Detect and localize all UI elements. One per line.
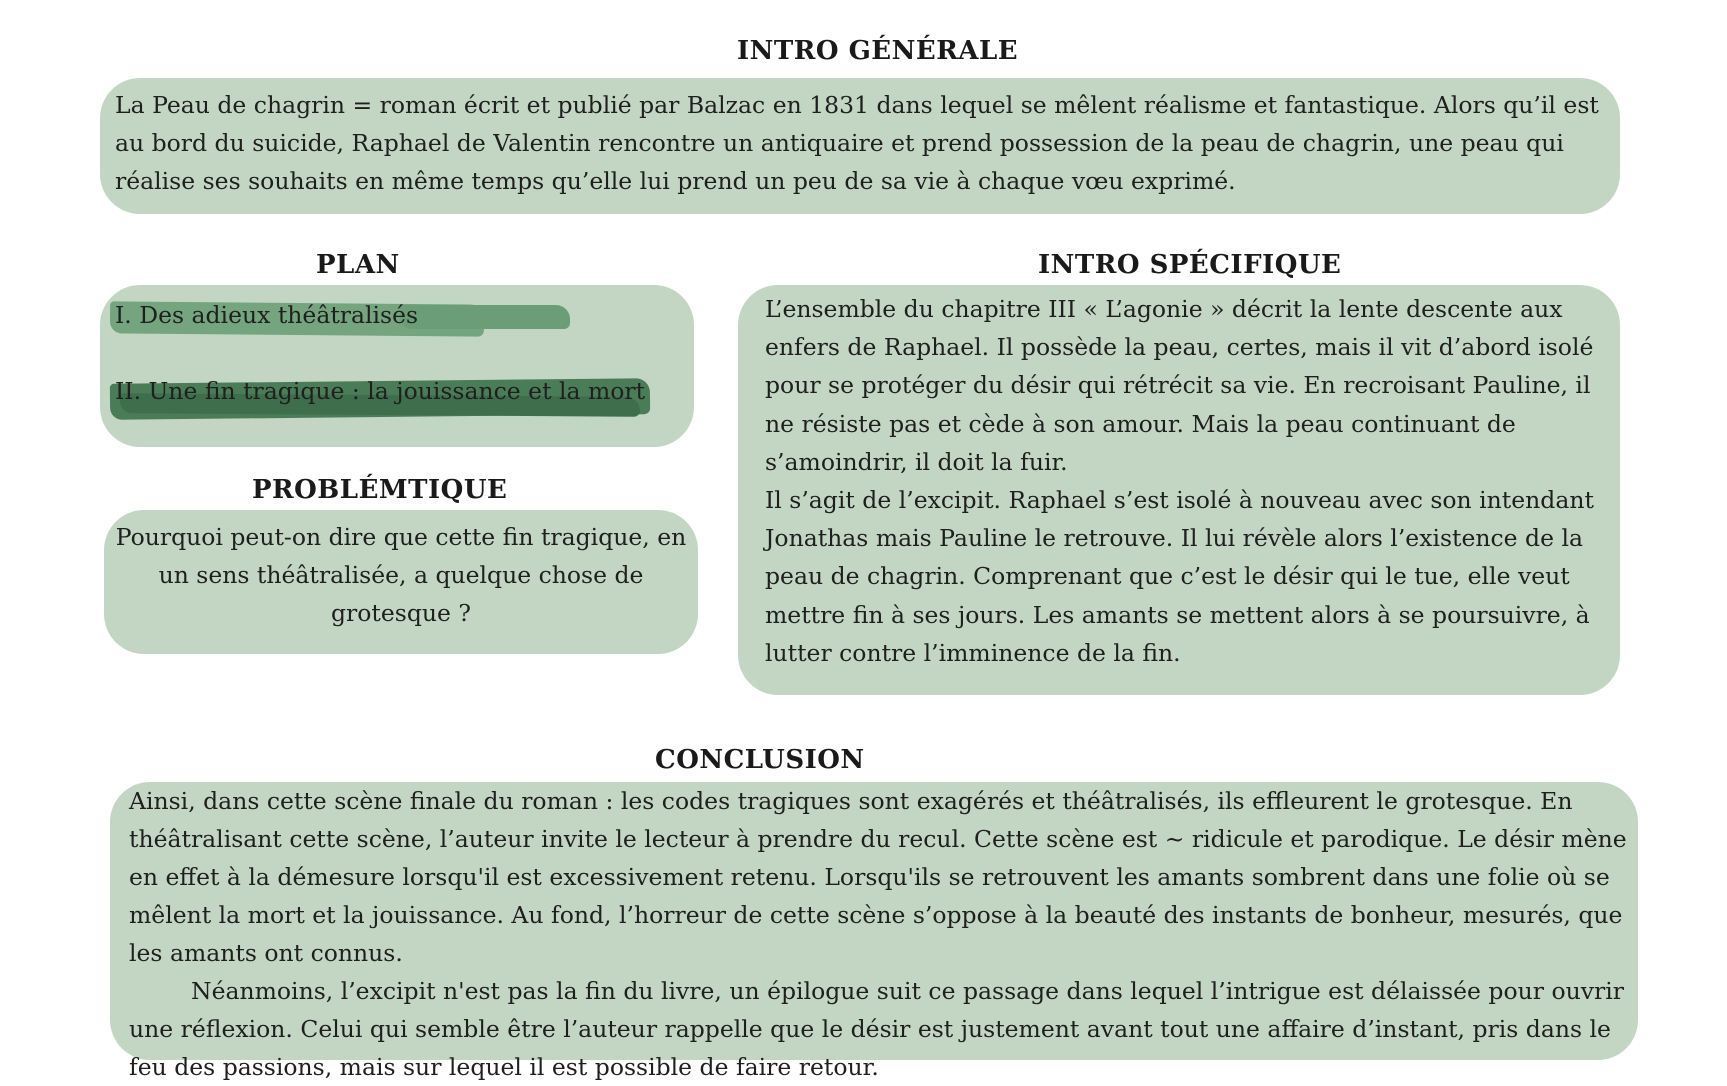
intro-specifique-paragraph-2: Il s’agit de l’excipit. Raphael s’est isolé à nouveau avec son intendant Jonathas mais Pauline le retrouve. Il lui révèle alors l’existence de la peau de chagrin. Comprenant que c’est le désir qui le tue, elle veut mettre fin à ses jours. Les amants se mettent alors à se poursuivre, à lutter contre l’imminence de la fin. <box>765 486 1594 667</box>
plan-item-2: II. Une fin tragique : la jouissance et la mort <box>115 377 646 405</box>
problematique-box <box>104 510 698 654</box>
highlight-stroke-1-tail <box>400 305 570 329</box>
plan-box <box>100 285 694 447</box>
conclusion-paragraph-2: Néanmoins, l’excipit n'est pas la fin du livre, un épilogue suit ce passage dans lequel l’intrigue est délaissée pour ouvrir une réflexion. Celui qui semble être l’auteur rappelle que le désir est justement avant tout une affaire d’instant, pris dans le feu des passions, mais sur lequel il est possible de faire retour. <box>129 977 1625 1081</box>
problematique-text: Pourquoi peut-on dire que cette fin tragique, en un sens théâtralisée, a quelque chose de grotesque ? <box>115 523 687 627</box>
intro-generale-box <box>100 78 1620 214</box>
problematique-heading: PROBLÉMTIQUE <box>252 475 508 505</box>
intro-specifique-paragraph-1: L’ensemble du chapitre III « L’agonie » décrit la lente descente aux enfers de Raphael. Il possède la peau, certes, mais il vit d’abord isolé pour se protéger du désir qui rétrécit sa vie. En recroisant Pauline, il ne résiste pas et cède à son amour. Mais la peau continuant de s’amoindrir, il doit la fuir. <box>765 295 1594 476</box>
conclusion-box <box>110 782 1638 1081</box>
plan-heading: PLAN <box>316 250 400 280</box>
intro-specifique-heading: INTRO SPÉCIFIQUE <box>1038 250 1342 280</box>
conclusion-paragraph-1: Ainsi, dans cette scène finale du roman : les codes tragiques sont exagérés et théâtralisés, ils effleurent le grotesque. En théâtralisant cette scène, l’auteur invite le lecteur à prendre du recul. Cette scène est ~ ridicule et parodique. Le désir mène en effet à la démesure lorsqu'il est excessivement retenu. Lorsqu'ils se retrouvent les amants sombrent dans une folie où se mêlent la mort et la jouissance. Au fond, l’horreur de cette scène s’oppose à la beauté des instants de bonheur, mesurés, que les amants ont connus. <box>129 787 1627 967</box>
intro-specifique-box <box>738 285 1620 695</box>
intro-generale-text: La Peau de chagrin = roman écrit et publié par Balzac en 1831 dans lequel se mêlent réalisme et fantastique. Alors qu’il est au bord du suicide, Raphael de Valentin rencontre un antiquaire et prend possession de la peau de chagrin, une peau qui réalise ses souhaits en même temps qu’elle lui prend un peu de sa vie à chaque vœu exprimé. <box>115 91 1599 195</box>
intro-generale-heading: INTRO GÉNÉRALE <box>737 36 1019 66</box>
conclusion-heading: CONCLUSION <box>655 745 865 775</box>
plan-item-1: I. Des adieux théâtralisés <box>115 301 419 329</box>
